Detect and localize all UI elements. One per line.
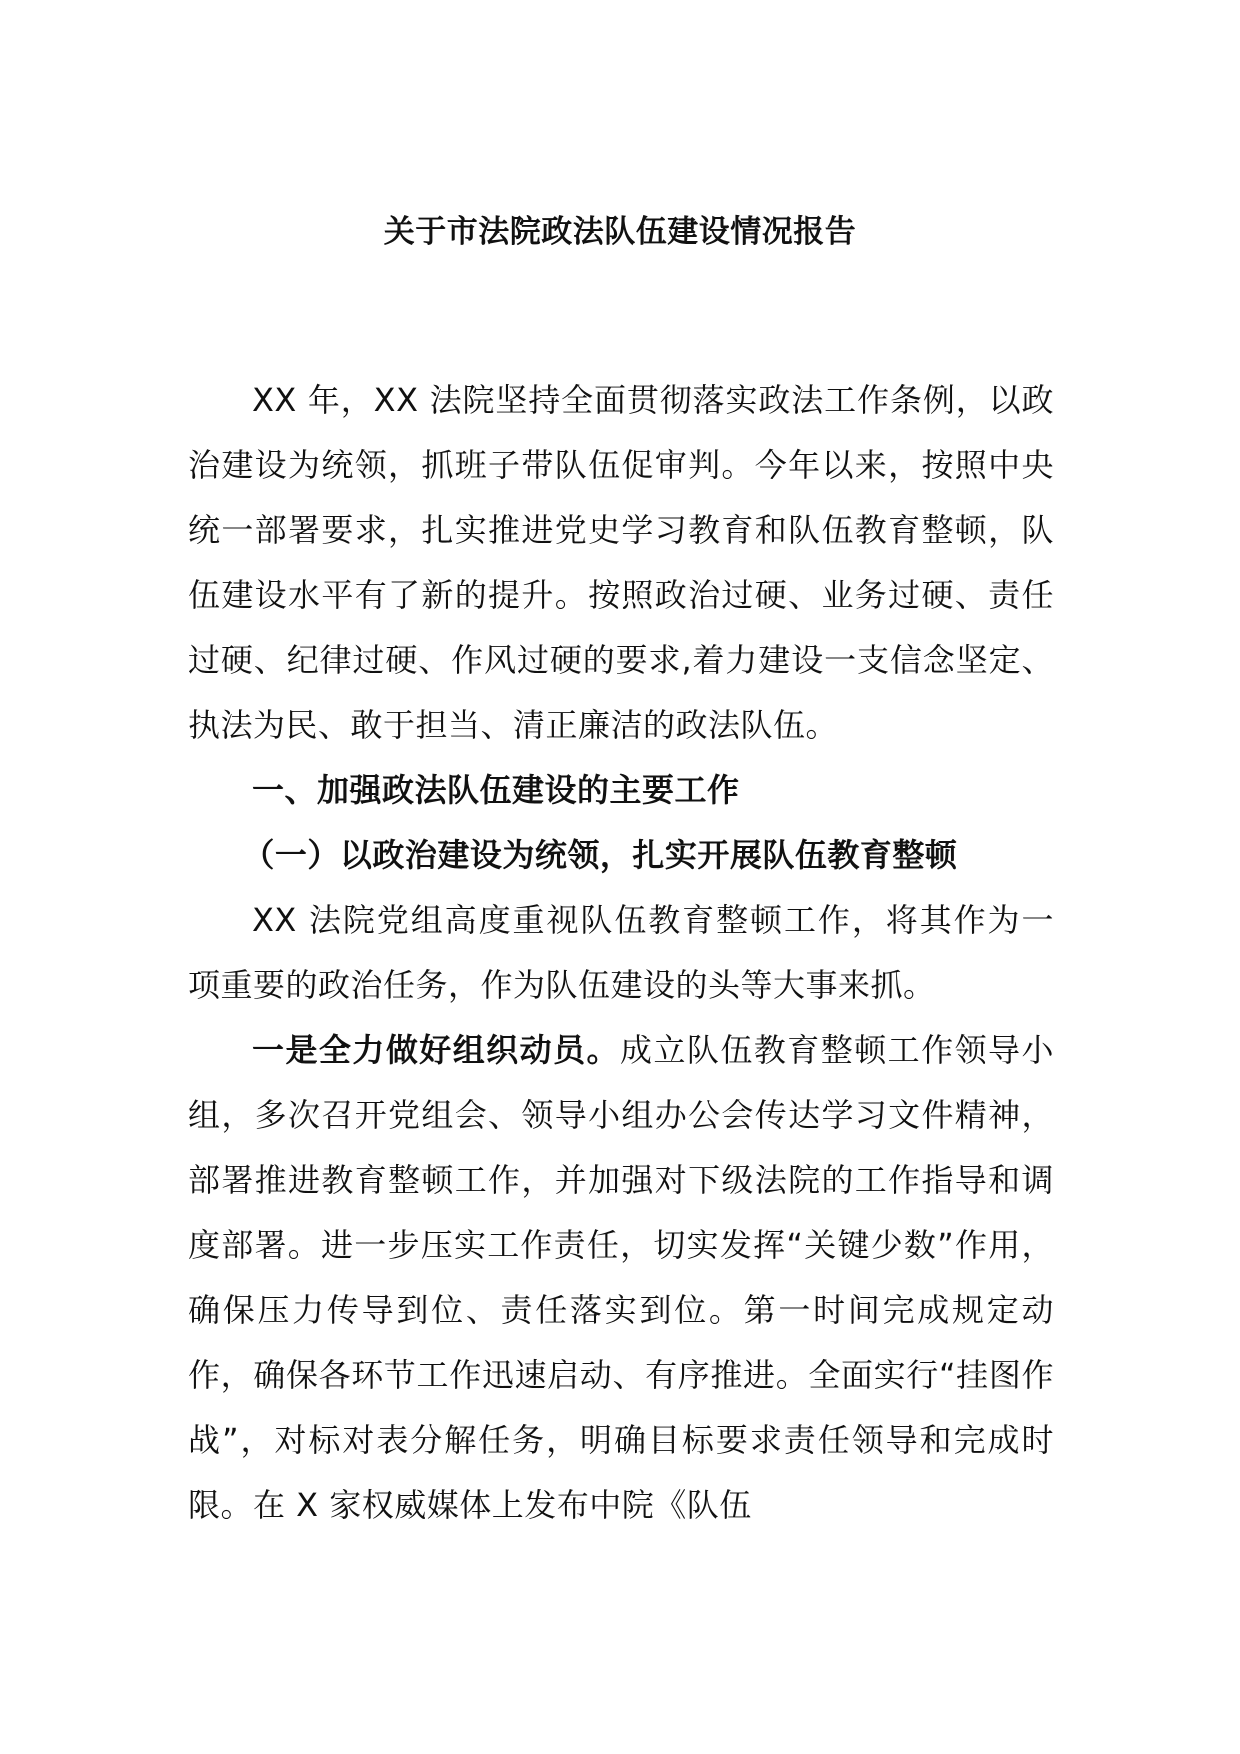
point-one-lead: 一是全力做好组织动员。 [252, 1031, 621, 1069]
subsection-one-heading: （一）以政治建设为统领，扎实开展队伍教育整顿 [242, 836, 958, 874]
point-one-paragraph [188, 1018, 1054, 1538]
point-one-text: 成立队伍教育整顿工作领导小组，多次召开党组会、领导小组办公会传达学习文件精神，部署推进教育整顿工作，并加强对下级法院的工作指导和调度部署。进一步压实工作责任，切实发挥“关键少数”作用，确保压力传导到位、责任落实到位。第一时间完成规定动作，确保各环节工作迅速启动、有序推进。全面实行“挂图作战”，对标对表分解任务，明确目标要求责任领导和完成时限。在 X 家权威媒体上发布中院《队伍 [188, 1031, 1054, 1524]
subsection-one-paragraph: XX 法院党组高度重视队伍教育整顿工作，将其作为一项重要的政治任务，作为队伍建设的头等大事来抓。 [188, 901, 1054, 1004]
document-title: 关于市法院政法队伍建设情况报告 [383, 214, 857, 250]
document-body [188, 368, 1054, 1538]
intro-paragraph: XX 年，XX 法院坚持全面贯彻落实政法工作条例，以政治建设为统领，抓班子带队伍促审判。今年以来，按照中央统一部署要求，扎实推进党史学习教育和队伍教育整顿，队伍建设水平有了新的提升。按照政治过硬、业务过硬、责任过硬、纪律过硬、作风过硬的要求,着力建设一支信念坚定、执法为民、敢于担当、清正廉洁的政法队伍。 [188, 381, 1054, 744]
section-one-heading: 一、加强政法队伍建设的主要工作 [252, 771, 740, 809]
